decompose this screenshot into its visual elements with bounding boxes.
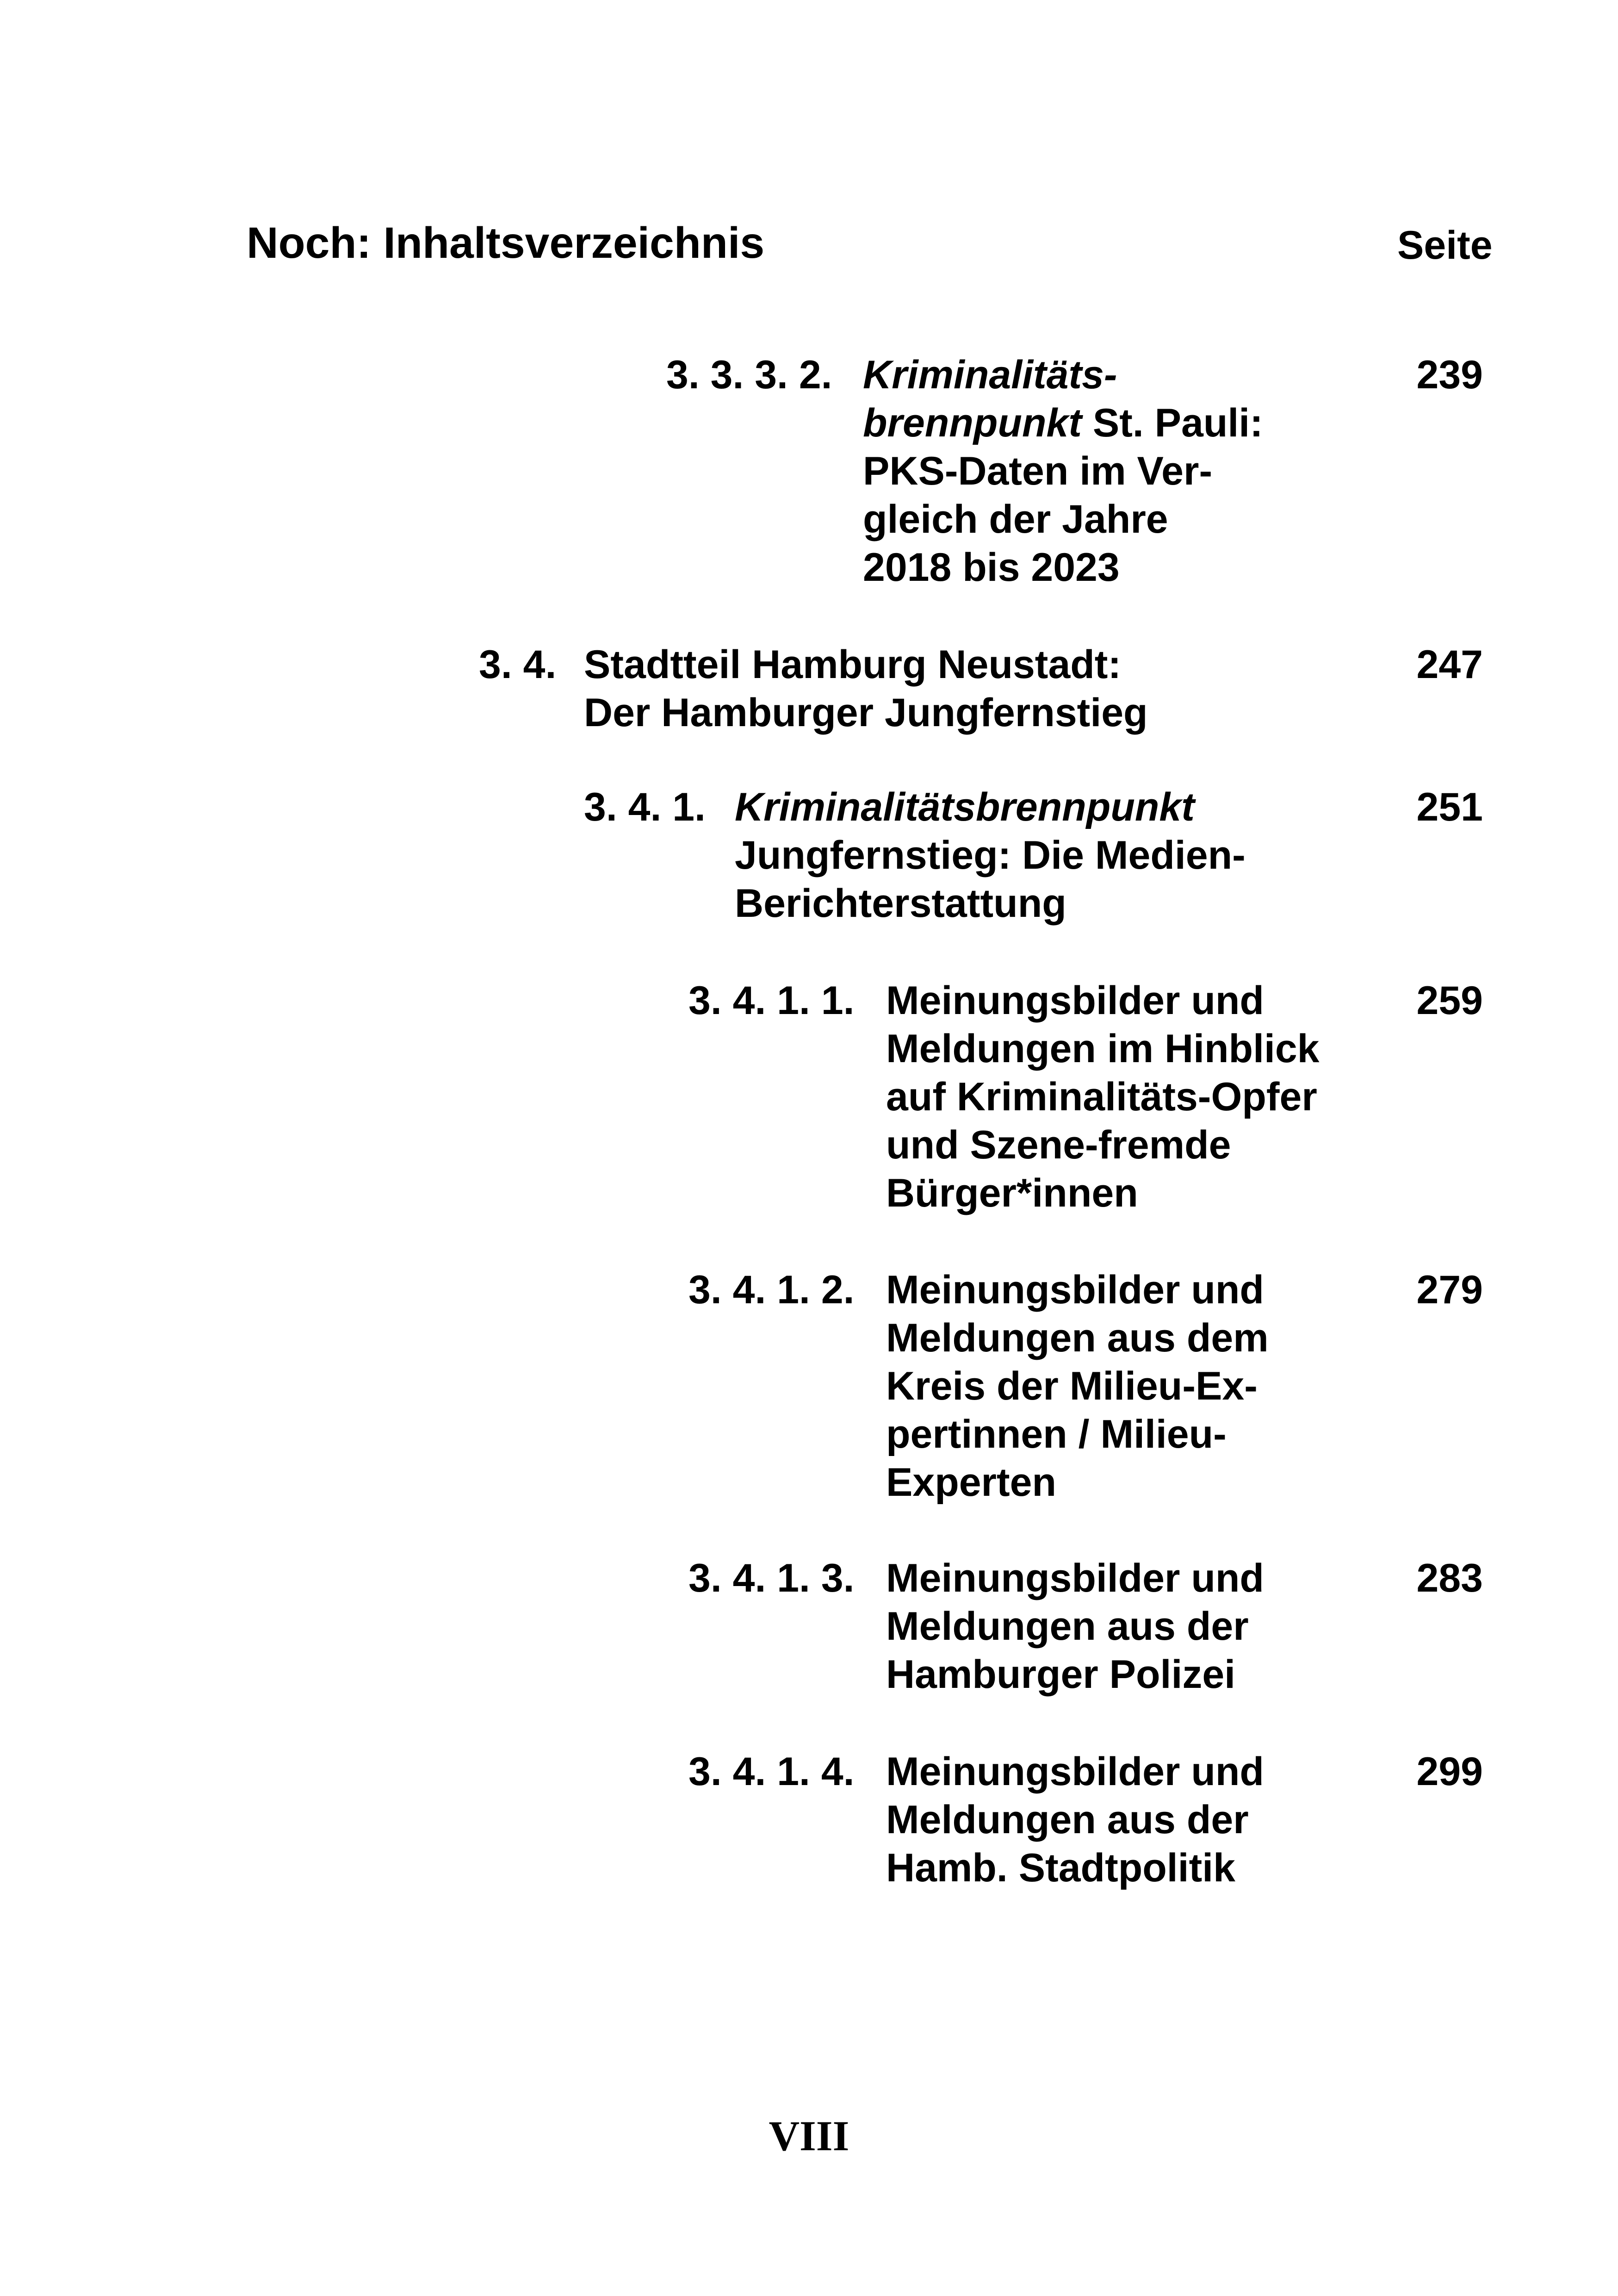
toc-entry-title-segment: und Szene-fremde [886, 1123, 1231, 1167]
toc-entry-title-line [886, 1410, 1269, 1458]
toc-entry-title-line [886, 1073, 1320, 1121]
toc-entry-title [863, 351, 1263, 591]
toc-entry-title-segment: pertinnen / Milieu- [886, 1412, 1227, 1456]
toc-entry-title-line [735, 783, 1246, 831]
toc-entry-title-segment: brennpunkt [863, 401, 1082, 445]
toc-entry-number: 3. 4. 1. 2. [688, 1268, 855, 1312]
toc-entry-title-segment: gleich der Jahre [863, 497, 1168, 541]
toc-entry-title-segment: PKS-Daten im Ver- [863, 449, 1213, 493]
toc-entry-title-segment: St. Pauli: [1081, 401, 1263, 445]
toc-entry-title-segment: Experten [886, 1460, 1057, 1505]
toc-entry-title-segment: 2018 bis 2023 [863, 545, 1120, 590]
toc-entry-title-segment: Hamburger Polizei [886, 1652, 1236, 1697]
toc-entry-page: 299 [1416, 1749, 1483, 1794]
toc-entry-title [584, 641, 1148, 737]
toc-entry-title-line [886, 1796, 1264, 1844]
page-column-label: Seite [1397, 223, 1493, 268]
toc-entry-title-line [886, 1121, 1320, 1169]
toc-entry-title-segment: Kriminalitätsbrennpunkt [735, 785, 1195, 829]
toc-entry-title-segment: Berichterstattung [735, 881, 1066, 926]
toc-entry-title-line [863, 495, 1263, 543]
toc-entry-title [735, 783, 1246, 927]
page-title: Noch: Inhaltsverzeichnis [247, 218, 765, 268]
toc-entry-title-segment: auf Kriminalitäts-Opfer [886, 1075, 1317, 1119]
toc-entry-title [886, 1748, 1264, 1892]
toc-entry-title-line [886, 1314, 1269, 1362]
toc-entry-title-line [886, 977, 1320, 1025]
toc-entry-page: 279 [1416, 1268, 1483, 1312]
toc-entry-title-line [886, 1650, 1264, 1699]
toc-entry-title-line [886, 1554, 1264, 1602]
toc-entry-title-segment: Meldungen aus der [886, 1798, 1249, 1842]
toc-entry-title-segment: Der Hamburger Jungfernstieg [584, 691, 1148, 735]
toc-entry-title-line [863, 447, 1263, 495]
toc-entry-page: 283 [1416, 1556, 1483, 1600]
toc-entry-title [886, 1266, 1269, 1506]
toc-entry-title-line [863, 351, 1263, 399]
toc-entry-title-line [863, 543, 1263, 591]
toc-entry-number: 3. 4. 1. 1. [688, 978, 855, 1023]
toc-entry-page: 239 [1416, 353, 1483, 397]
toc-entry-title-line [735, 831, 1246, 879]
toc-entry-number: 3. 4. 1. 4. [688, 1749, 855, 1794]
toc-entry-title-segment: Jungfernstieg: Die Medien- [735, 833, 1246, 877]
toc-entry-title-segment: Kreis der Milieu-Ex- [886, 1364, 1258, 1408]
toc-entry-title-segment: Meinungsbilder und [886, 1268, 1264, 1312]
toc-entry-title-line [886, 1169, 1320, 1217]
toc-entry-title-line [886, 1458, 1269, 1506]
toc-entry-title-line [886, 1748, 1264, 1796]
toc-entry-title-line [886, 1025, 1320, 1073]
toc-entry-title-segment: Kriminalitäts- [863, 353, 1117, 397]
toc-entry-title-segment: Meinungsbilder und [886, 1556, 1264, 1600]
toc-entry-title-segment: Meldungen im Hinblick [886, 1027, 1320, 1071]
toc-entry-title-line [886, 1844, 1264, 1892]
toc-entry-title-segment: Stadtteil Hamburg Neustadt: [584, 642, 1122, 687]
toc-entry-number: 3. 4. 1. 3. [688, 1556, 855, 1600]
toc-entry-title-line [886, 1362, 1269, 1410]
toc-entry-title-line [735, 879, 1246, 927]
toc-entry-title-line [886, 1266, 1269, 1314]
toc-entry-title-line [584, 641, 1148, 689]
toc-entry-number: 3. 3. 3. 2. [666, 353, 832, 397]
toc-entry-title-segment: Hamb. Stadtpolitik [886, 1846, 1235, 1890]
toc-entry-title [886, 977, 1320, 1217]
toc-entry-page: 247 [1416, 642, 1483, 687]
toc-entry-page: 259 [1416, 978, 1483, 1023]
toc-entry-title-segment: Bürger*innen [886, 1171, 1138, 1215]
page-number-footer: VIII [769, 2112, 849, 2159]
toc-entry-title-segment: Meldungen aus der [886, 1604, 1249, 1649]
toc-entry-title-segment: Meinungsbilder und [886, 1749, 1264, 1794]
toc-entry-title-line [886, 1602, 1264, 1650]
toc-entry-title-segment: Meinungsbilder und [886, 978, 1264, 1023]
toc-entry-number: 3. 4. 1. [584, 785, 706, 829]
toc-entry-title-line [584, 689, 1148, 737]
toc-entry-title-line [863, 399, 1263, 447]
toc-entry-number: 3. 4. [479, 642, 557, 687]
toc-entry-page: 251 [1416, 785, 1483, 829]
toc-entry-title [886, 1554, 1264, 1699]
toc-entry-title-segment: Meldungen aus dem [886, 1316, 1269, 1360]
